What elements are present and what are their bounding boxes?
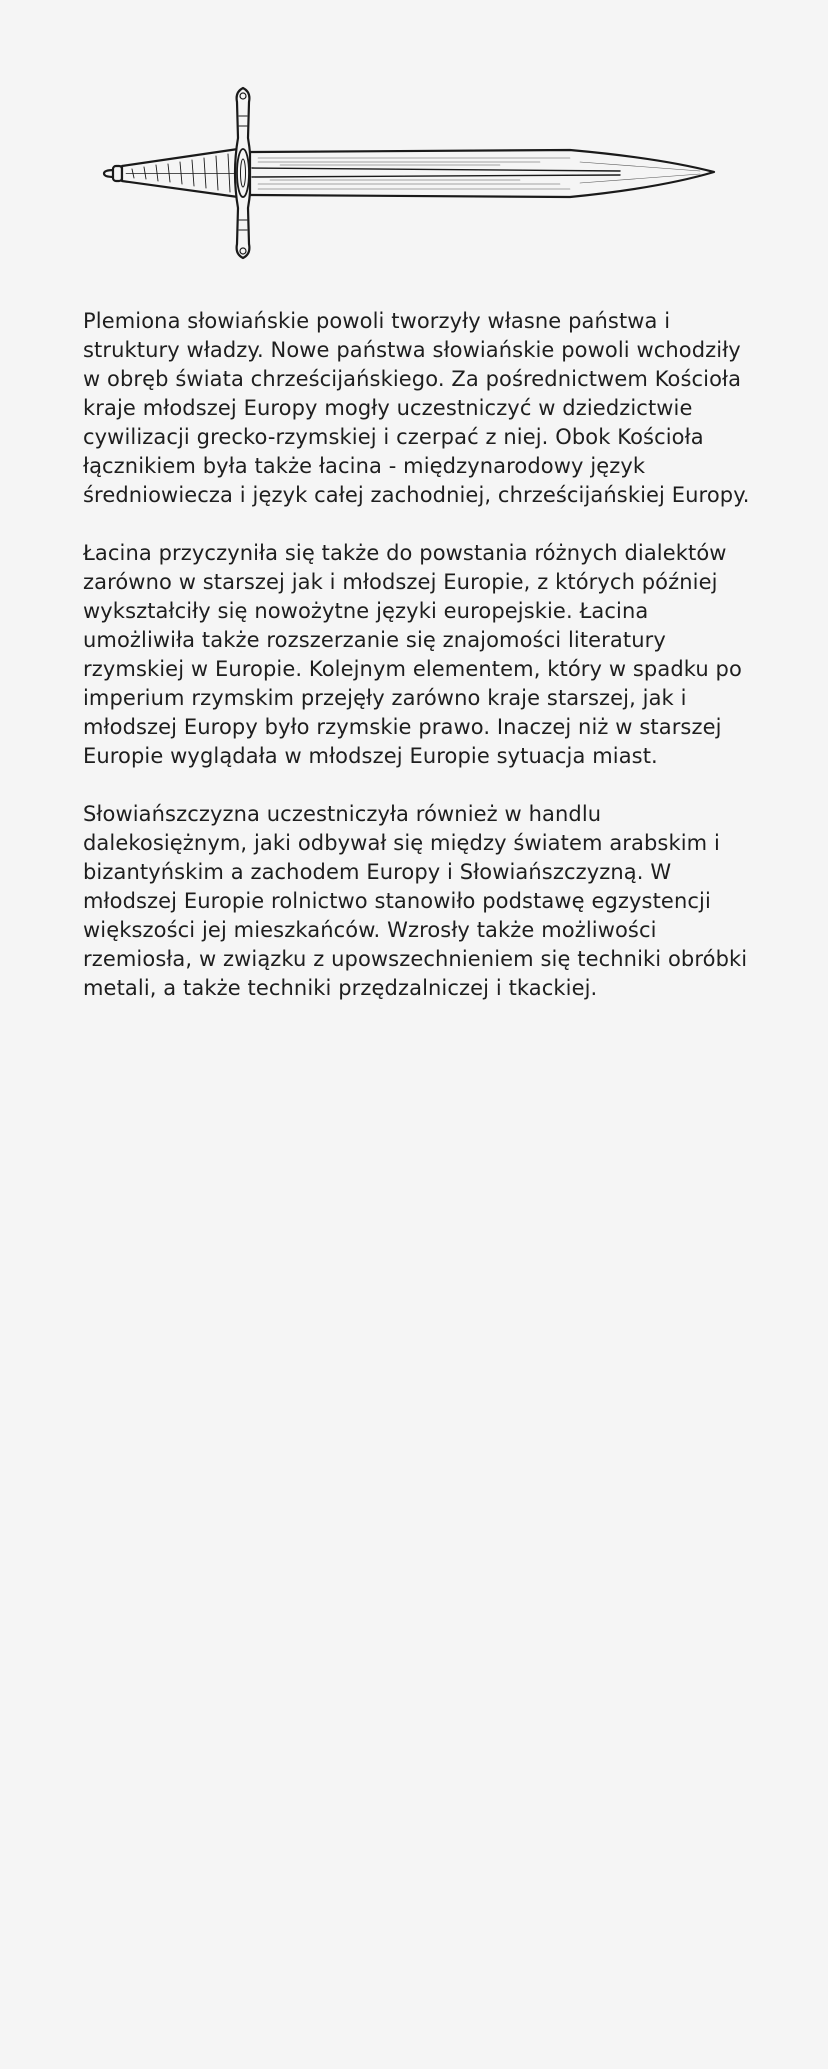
paragraph-3: Słowiańszczyzna uczestniczyła również w handlu dalekosiężnym, jaki odbywał się między światem arabskim i bizantyńskim a zachodem Europy i Słowiańszczyzną. W młodszej Europie rolnictwo stanowiło podstawę egzystencji większości jej mieszkańców. Wzrosły także możliwości rzemiosła, w związku z upowszechnieniem się techniki obróbki metali, a także techniki przędzalniczej i tkackiej. xyxy=(83,802,748,1000)
paragraph-1: Plemiona słowiańskie powoli tworzyły własne państwa i struktury władzy. Nowe państwa słowiańskie powoli wchodziły w obręb świata chrześcijańskiego. Za pośrednictwem Kościoła kraje młodszej Europy mogły uczestniczyć w dziedzictwie cywilizacji grecko-rzymskiej i czerpać z niej. Obok Kościoła łącznikiem była także łacina - międzynarodowy język średniowiecza i język całej zachodniej, chrześcijańskiej Europy. xyxy=(83,309,750,507)
article-text xyxy=(83,307,753,1032)
sword-icon xyxy=(100,78,730,263)
paragraph-2: Łacina przyczyniła się także do powstania różnych dialektów zarówno w starszej jak i młodszej Europie, z których później wykształciły się nowożytne języki europejskie. Łacina umożliwiła także rozszerzanie się znajomości literatury rzymskiej w Europie. Kolejnym elementem, który w spadku po imperium rzymskim przejęły zarówno kraje starszej, jak i młodszej Europy było rzymskie prawo. Inaczej niż w starszej Europie wyglądała w młodszej Europie sytuacja miast. xyxy=(83,541,742,768)
